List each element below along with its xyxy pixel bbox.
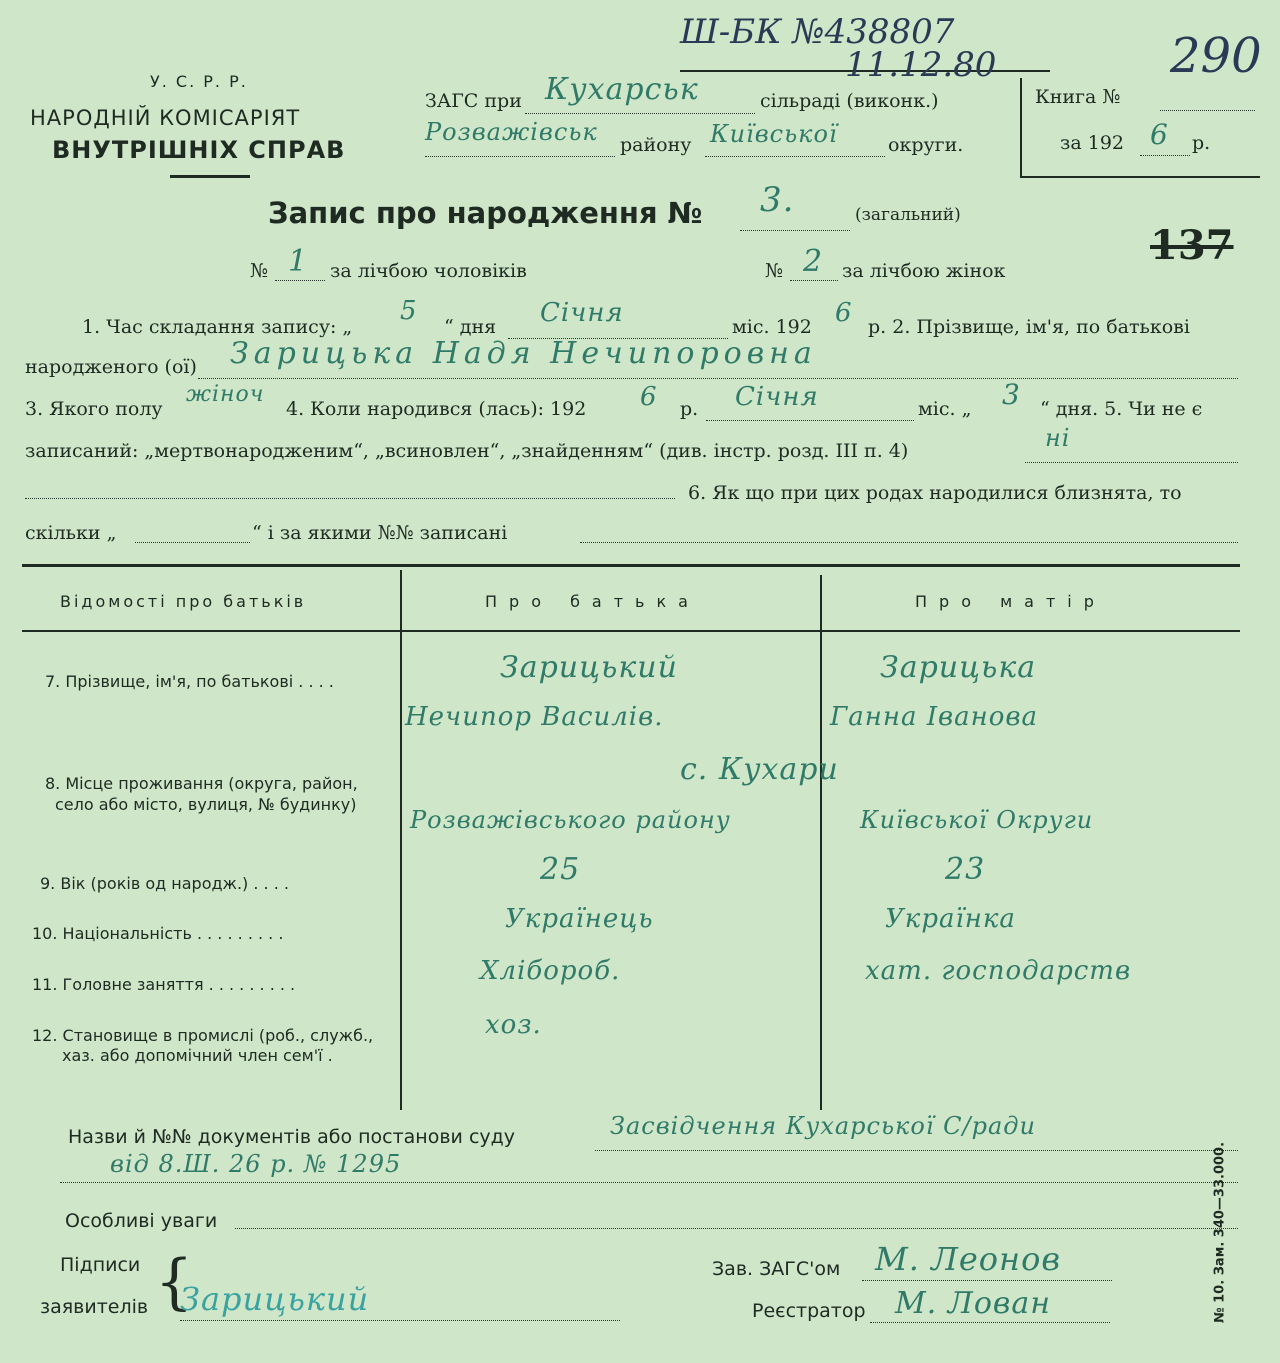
zags-rayon-label: району [620, 134, 692, 156]
q1-day-hand: 5 [400, 296, 418, 326]
row12-father-status: хоз. [485, 1010, 542, 1040]
male-count-line [275, 280, 325, 281]
row7-father-line1: Зарицький [500, 650, 678, 685]
record-title: Запис про народження № [268, 196, 703, 230]
row8-label-1: 8. Місце проживання (округа, район, [45, 774, 358, 793]
row8-father-line1: с. Кухари [680, 752, 839, 787]
ministry-line2: ВНУТРІШНІХ СПРАВ [52, 136, 346, 164]
book-number-hand: 290 [1170, 28, 1262, 84]
row7-mother-line2: Ганна Іванова [830, 702, 1039, 732]
book-year-hand: 6 [1150, 118, 1169, 151]
republic-label: У. С. Р. Р. [150, 72, 248, 91]
zags-okruga-hand: Київської [710, 120, 838, 148]
row10-father-nation: Українець [505, 904, 654, 934]
archive-ref-date: 11.12.80 [845, 45, 997, 85]
female-count-line [790, 280, 838, 281]
row11-mother-job: хат. господарств [865, 956, 1132, 986]
record-general: (загальний) [855, 205, 961, 225]
print-mark: № 10. Зам. 340—33.000. [1212, 1141, 1228, 1324]
row7-label: 7. Прізвище, ім'я, по батькові . . . . [45, 672, 334, 691]
docs-label: Назви й №№ документів або постанови суду [68, 1126, 516, 1148]
row11-father-job: Хлібороб. [480, 956, 621, 986]
row7-mother-line1: Зарицька [880, 650, 1037, 685]
q3-birth-month-hand: Січня [735, 382, 819, 412]
book-year-suffix: р. [1192, 132, 1211, 154]
q3-label-e: “ дня. 5. Чи не є [1040, 398, 1203, 420]
zags-okruga-line [705, 156, 885, 157]
q3-label-d: міс. „ [918, 398, 972, 420]
zags-okruga-label: округи. [888, 134, 964, 156]
q1-month-hand: Січня [540, 298, 624, 328]
record-number-hand: 3. [760, 180, 795, 220]
row8-label-2: село або місто, вулиця, № будинку) [55, 795, 357, 814]
q5-label: записаний: „мертвонародженим“, „всиновлен“, „знайденням“ (див. інстр. розд. III п. 4) [25, 440, 909, 462]
q6-label-a: скільки „ [25, 522, 117, 544]
table-header-father: Про батька [485, 592, 700, 611]
q3-birth-day-hand: 3 [1002, 378, 1021, 411]
q3-label-c: р. [680, 398, 699, 420]
male-count-hand: 1 [288, 244, 309, 279]
zags-prefix: ЗАГС при [425, 90, 522, 112]
docs-hand-line1: Засвідчення Кухарської С/ради [610, 1112, 1036, 1140]
record-number-line [740, 230, 850, 231]
table-col-divider-1 [400, 570, 402, 1110]
book-year-line [1140, 155, 1190, 156]
registrar-sign-line [870, 1322, 1110, 1323]
row8-father-line2: Розважівського району [410, 806, 731, 834]
q1-label-c: міс. 192 [732, 316, 812, 338]
book-number-line [1160, 110, 1255, 111]
female-count-label: за лічбою жінок [842, 260, 1006, 282]
head-label: Зав. ЗАГС'ом [712, 1258, 841, 1280]
q5-continuation-line [25, 498, 675, 499]
q6-label-b: “ і за якими №№ записані [252, 522, 508, 544]
row11-label: 11. Головне заняття . . . . . . . . . [32, 975, 296, 994]
q5-answer-line [1025, 462, 1238, 463]
applicant-sign-line [180, 1320, 620, 1321]
sign-label-2: заявителів [40, 1296, 149, 1318]
q2-label: народженого (ої) [25, 356, 197, 378]
book-box-left [1020, 78, 1022, 178]
docs-hand-line2: від 8.Ш. 26 р. № 1295 [110, 1150, 402, 1178]
q5-answer-hand: ні [1045, 424, 1071, 452]
row12-label-1: 12. Становище в промислі (роб., служб., [32, 1026, 374, 1045]
table-col-divider-2 [820, 575, 822, 1110]
ministry-line1: НАРОДНІЙ КОМІСАРІЯТ [30, 106, 301, 130]
table-header-info: Відомості про батьків [60, 592, 307, 611]
docs-line1 [595, 1150, 1238, 1151]
male-no-label: № [250, 260, 268, 282]
row9-father-age: 25 [540, 852, 581, 887]
head-sign-line [862, 1280, 1112, 1281]
q2-name-hand: Зарицька Надя Нечипоровна [230, 336, 817, 371]
notes-line [235, 1228, 1238, 1229]
zags-village-line [525, 113, 755, 114]
q6-label: 6. Як що при цих родах народилися близнята, то [688, 482, 1182, 504]
book-box-bottom [1020, 176, 1260, 178]
q1-label-d: р. 2. Прізвище, ім'я, по батькові [868, 316, 1190, 338]
side-number: 137 [1150, 222, 1234, 269]
row9-mother-age: 23 [945, 852, 986, 887]
q1-label-b: “ дня [444, 316, 497, 338]
female-no-label: № [765, 260, 783, 282]
q3-birth-year-hand: 6 [640, 382, 658, 412]
female-count-hand: 2 [803, 244, 824, 279]
q3-label-a: 3. Якого полу [25, 398, 163, 420]
q1-year-hand: 6 [835, 298, 853, 328]
sign-label-1: Підписи [60, 1254, 141, 1276]
q3-birth-month-line [706, 420, 914, 421]
q6-numbers-line [580, 542, 1238, 543]
row9-label: 9. Вік (років од народж.) . . . . [40, 874, 289, 893]
male-count-label: за лічбою чоловіків [330, 260, 527, 282]
sign-brace: { [155, 1247, 194, 1317]
table-header-rule [22, 630, 1240, 632]
row12-label-2: хаз. або допомічний член сем'ї . [62, 1046, 333, 1065]
zags-rayon-line [425, 156, 615, 157]
registrar-signature: М. Лован [895, 1286, 1051, 1321]
registrar-label: Реєстратор [752, 1300, 866, 1322]
zags-village-hand: Кухарськ [545, 72, 699, 107]
row8-mother-line2: Київської Округи [860, 806, 1094, 834]
notes-label: Особливі уваги [65, 1210, 218, 1232]
q3-label-b: 4. Коли народився (лась): 192 [286, 398, 587, 420]
q3-sex-hand: жіноч [186, 382, 265, 407]
row7-father-line2: Нечипор Василів. [405, 702, 664, 732]
archive-ref-number: Ш-БК №438807 [680, 12, 955, 52]
zags-suffix: сільраді (виконк.) [760, 90, 939, 112]
book-label: Книга № [1035, 86, 1121, 108]
head-signature: М. Леонов [875, 1240, 1061, 1278]
book-year-prefix: за 192 [1060, 132, 1124, 154]
ministry-rule [170, 175, 250, 178]
q1-label-a: 1. Час складання запису: „ [82, 316, 353, 338]
q2-name-line [198, 378, 1238, 379]
row10-label: 10. Національність . . . . . . . . . [32, 924, 284, 943]
table-header-mother: Про матір [915, 592, 1106, 611]
q6-count-line [135, 542, 250, 543]
row10-mother-nation: Українка [885, 904, 1016, 934]
zags-rayon-hand: Розважівськ [425, 118, 598, 146]
docs-line2 [60, 1182, 1238, 1183]
applicant-signature: Зарицький [180, 1280, 370, 1318]
table-top-rule [22, 564, 1240, 567]
